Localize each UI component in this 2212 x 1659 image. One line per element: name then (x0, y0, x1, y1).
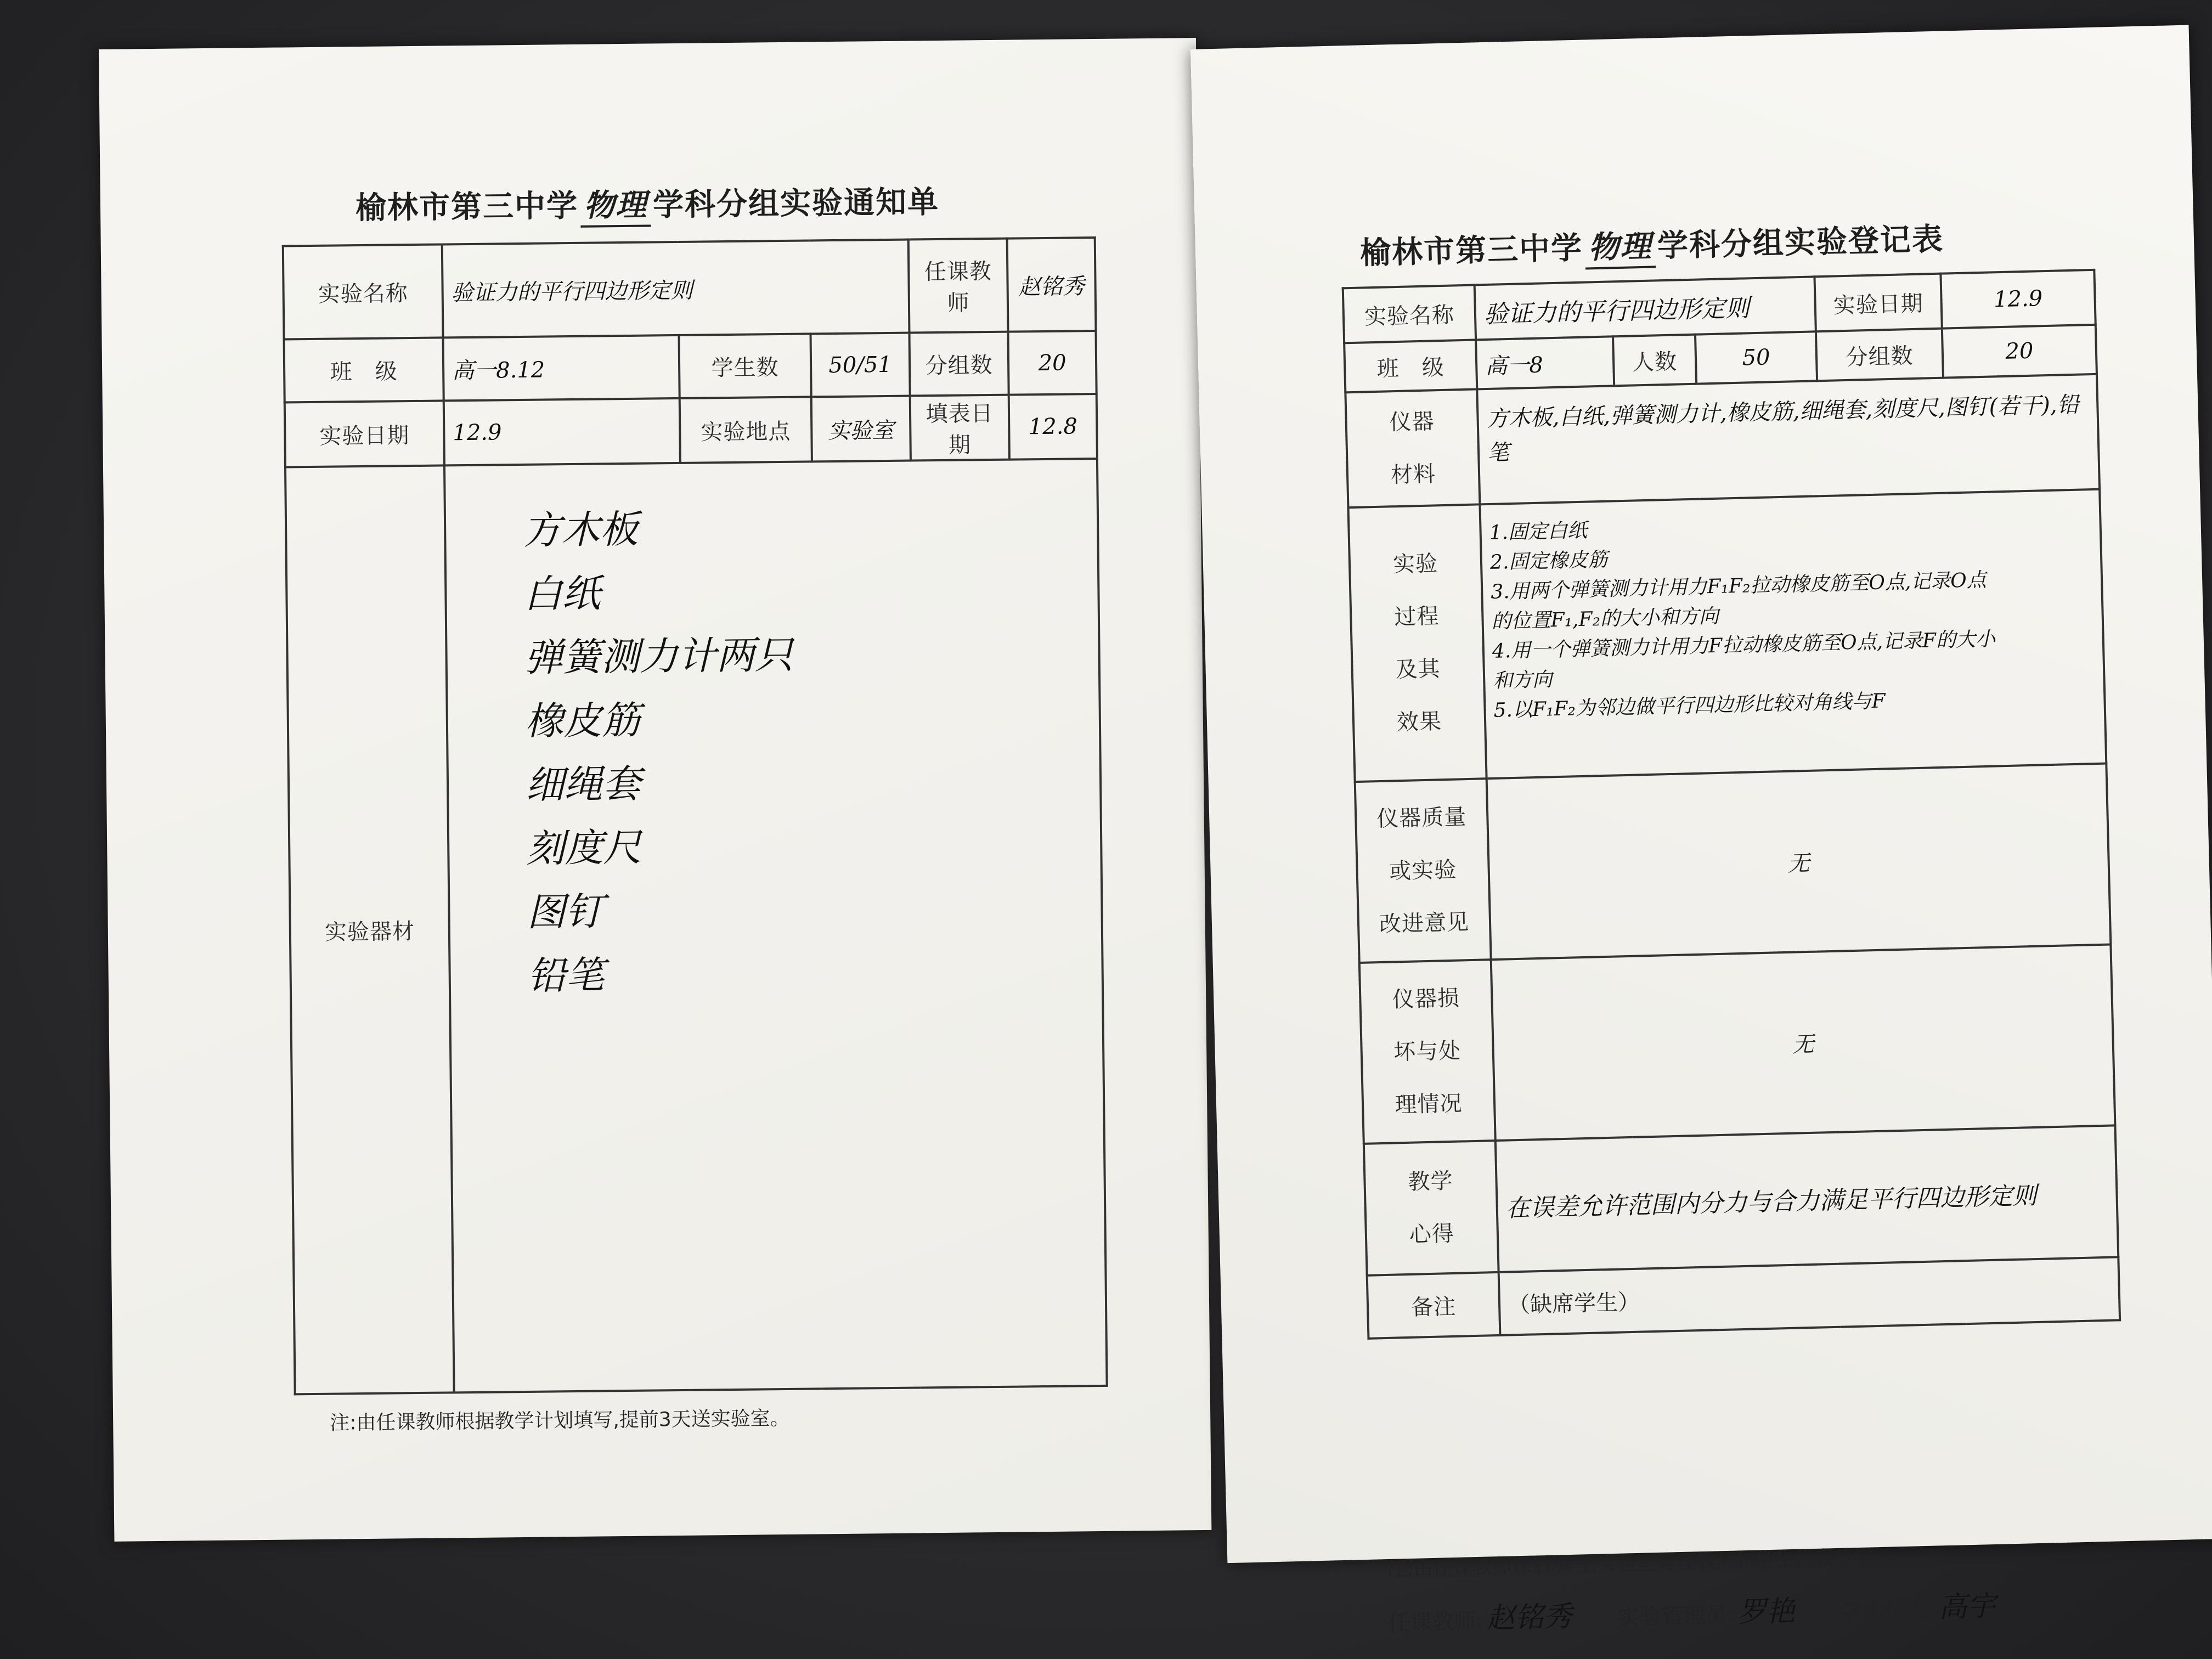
reg-label-damage (1359, 960, 1496, 1144)
register-title-suffix: 学科分组实验登记表 (1657, 221, 1944, 264)
equipment-item: 图钉 (527, 889, 604, 935)
register-sheet (1190, 25, 2212, 1637)
label-students: 学生数 (679, 334, 811, 398)
sig-student-label: 学生代表: (1839, 1597, 1936, 1625)
notice-title (356, 178, 940, 230)
notice-title-prefix: 榆林市第三中学 (355, 188, 579, 227)
equipment-item: 弹簧测力计两只 (524, 632, 794, 680)
reg-label-process (1348, 504, 1486, 782)
notice-subject: 物理 (580, 180, 651, 227)
equipment-item: 刻度尺 (526, 825, 642, 871)
reg-label-teaching-line: 心得 (1409, 1221, 1455, 1248)
register-footnote: 注:由任课教师课后填写,实验室管理教师和学生代表签字。 (1386, 1545, 1894, 1581)
reg-label-class: 班 级 (1344, 340, 1477, 392)
register-title (1359, 215, 1944, 275)
reg-value-remarks: （缺席学生） (1499, 1257, 2120, 1335)
process-step: 和方向 (1492, 668, 1553, 692)
label-equipment: 实验器材 (285, 465, 454, 1394)
reg-label-people: 人数 (1613, 335, 1696, 386)
notice-footnote: 注:由任课教师根据教学计划填写,提前3天送实验室。 (330, 1407, 790, 1435)
label-location: 实验地点 (680, 397, 812, 463)
reg-value-experiment-name: 验证力的平行四边形定则 (1475, 276, 1816, 340)
process-step: 4.用一个弹簧测力计用力F拉动橡皮筋至O点,记录F的大小 (1492, 628, 1996, 663)
process-step: 5.以F₁F₂为邻边做平行四边形比较对角线与F (1493, 690, 1886, 722)
sig-admin-name: 罗艳 (1737, 1594, 1796, 1629)
reg-value-groups: 20 (1942, 325, 2097, 378)
register-subject: 物理 (1584, 222, 1656, 269)
reg-label-instruments (1345, 389, 1480, 507)
process-step: 的位置F₁,F₂的大小和方向 (1491, 605, 1719, 633)
value-groups: 20 (1008, 331, 1096, 395)
reg-value-instruments: 方木板,白纸,弹簧测力计,橡皮筋,细绳套,刻度尺,图钉(若干),铅笔 (1477, 374, 2100, 505)
reg-label-quality-line: 改进意见 (1379, 910, 1470, 938)
label-experiment-name: 实验名称 (283, 244, 443, 339)
equipment-item: 白纸 (523, 571, 601, 617)
label-teacher: 任课教师 (909, 239, 1008, 333)
sig-student-name: 高宇 (1938, 1589, 1996, 1624)
value-fill-date: 12.8 (1009, 394, 1097, 460)
reg-label-process-line: 效果 (1396, 709, 1442, 736)
process-step: 2.固定橡皮筋 (1489, 548, 1608, 574)
reg-label-remarks: 备注 (1367, 1272, 1500, 1339)
label-date: 实验日期 (285, 400, 444, 467)
reg-value-date: 12.9 (1940, 270, 2095, 329)
equipment-item: 铅笔 (527, 952, 605, 998)
reg-value-quality: 无 (1487, 764, 2111, 960)
reg-label-quality-line: 或实验 (1389, 857, 1457, 884)
reg-label-process-line: 及其 (1395, 656, 1441, 683)
reg-label-quality-line: 仪器质量 (1376, 804, 1467, 832)
sig-admin-label: 实验管理员: (1617, 1602, 1735, 1630)
reg-label-process-line: 实验 (1392, 551, 1438, 578)
value-location: 实验室 (811, 396, 911, 462)
value-class: 高一8.12 (443, 335, 680, 400)
signature-row (1387, 1582, 2034, 1639)
reg-label-experiment-name: 实验名称 (1343, 285, 1476, 343)
reg-value-damage: 无 (1491, 945, 2115, 1141)
reg-label-teaching (1364, 1141, 1499, 1276)
notice-sheet (99, 38, 1211, 1542)
reg-label-damage-line: 理情况 (1395, 1091, 1463, 1118)
reg-label-instruments-line: 材料 (1390, 461, 1436, 488)
reg-label-instruments-line: 仪器 (1389, 409, 1435, 436)
reg-value-class: 高一8 (1476, 336, 1614, 389)
reg-process-cell (1480, 489, 2106, 778)
register-title-prefix: 榆林市第三中学 (1359, 230, 1583, 272)
reg-label-damage-line: 仪器损 (1392, 985, 1460, 1013)
equipment-item: 方木板 (522, 506, 639, 553)
equipment-item: 细绳套 (525, 761, 641, 808)
value-date: 12.9 (444, 398, 680, 465)
process-step: 3.用两个弹簧测力计用力F₁F₂拉动橡皮筋至O点,记录O点 (1490, 568, 1987, 603)
label-class: 班 级 (284, 337, 444, 402)
equipment-item: 橡皮筋 (524, 697, 641, 744)
reg-label-groups: 分组数 (1816, 329, 1943, 381)
reg-label-process-line: 过程 (1393, 603, 1440, 630)
label-groups: 分组数 (910, 332, 1009, 396)
value-experiment-name: 验证力的平行四边形定则 (442, 240, 910, 338)
value-teacher: 赵铭秀 (1007, 238, 1096, 332)
register-table (1342, 269, 2121, 1340)
reg-label-teaching-line: 教学 (1408, 1168, 1454, 1195)
reg-label-damage-line: 坏与处 (1393, 1038, 1462, 1065)
reg-label-date: 实验日期 (1814, 274, 1942, 332)
reg-value-teaching: 在误差允许范围内分力与合力满足平行四边形定则 (1496, 1125, 2119, 1272)
reg-process-list (1489, 504, 2096, 726)
value-students: 50/51 (811, 333, 910, 397)
process-step: 1.固定白纸 (1489, 519, 1588, 544)
label-fill-date: 填表日期 (910, 395, 1009, 461)
notice-table (282, 236, 1108, 1395)
equipment-cell (444, 459, 1107, 1392)
equipment-list (523, 493, 1102, 1008)
notice-title-suffix: 学科分组实验通知单 (652, 184, 940, 223)
sig-teacher-label: 任课教师: (1387, 1608, 1484, 1637)
reg-label-quality (1355, 778, 1491, 963)
reg-value-people: 50 (1695, 331, 1817, 383)
sig-teacher-name: 赵铭秀 (1486, 1600, 1573, 1635)
